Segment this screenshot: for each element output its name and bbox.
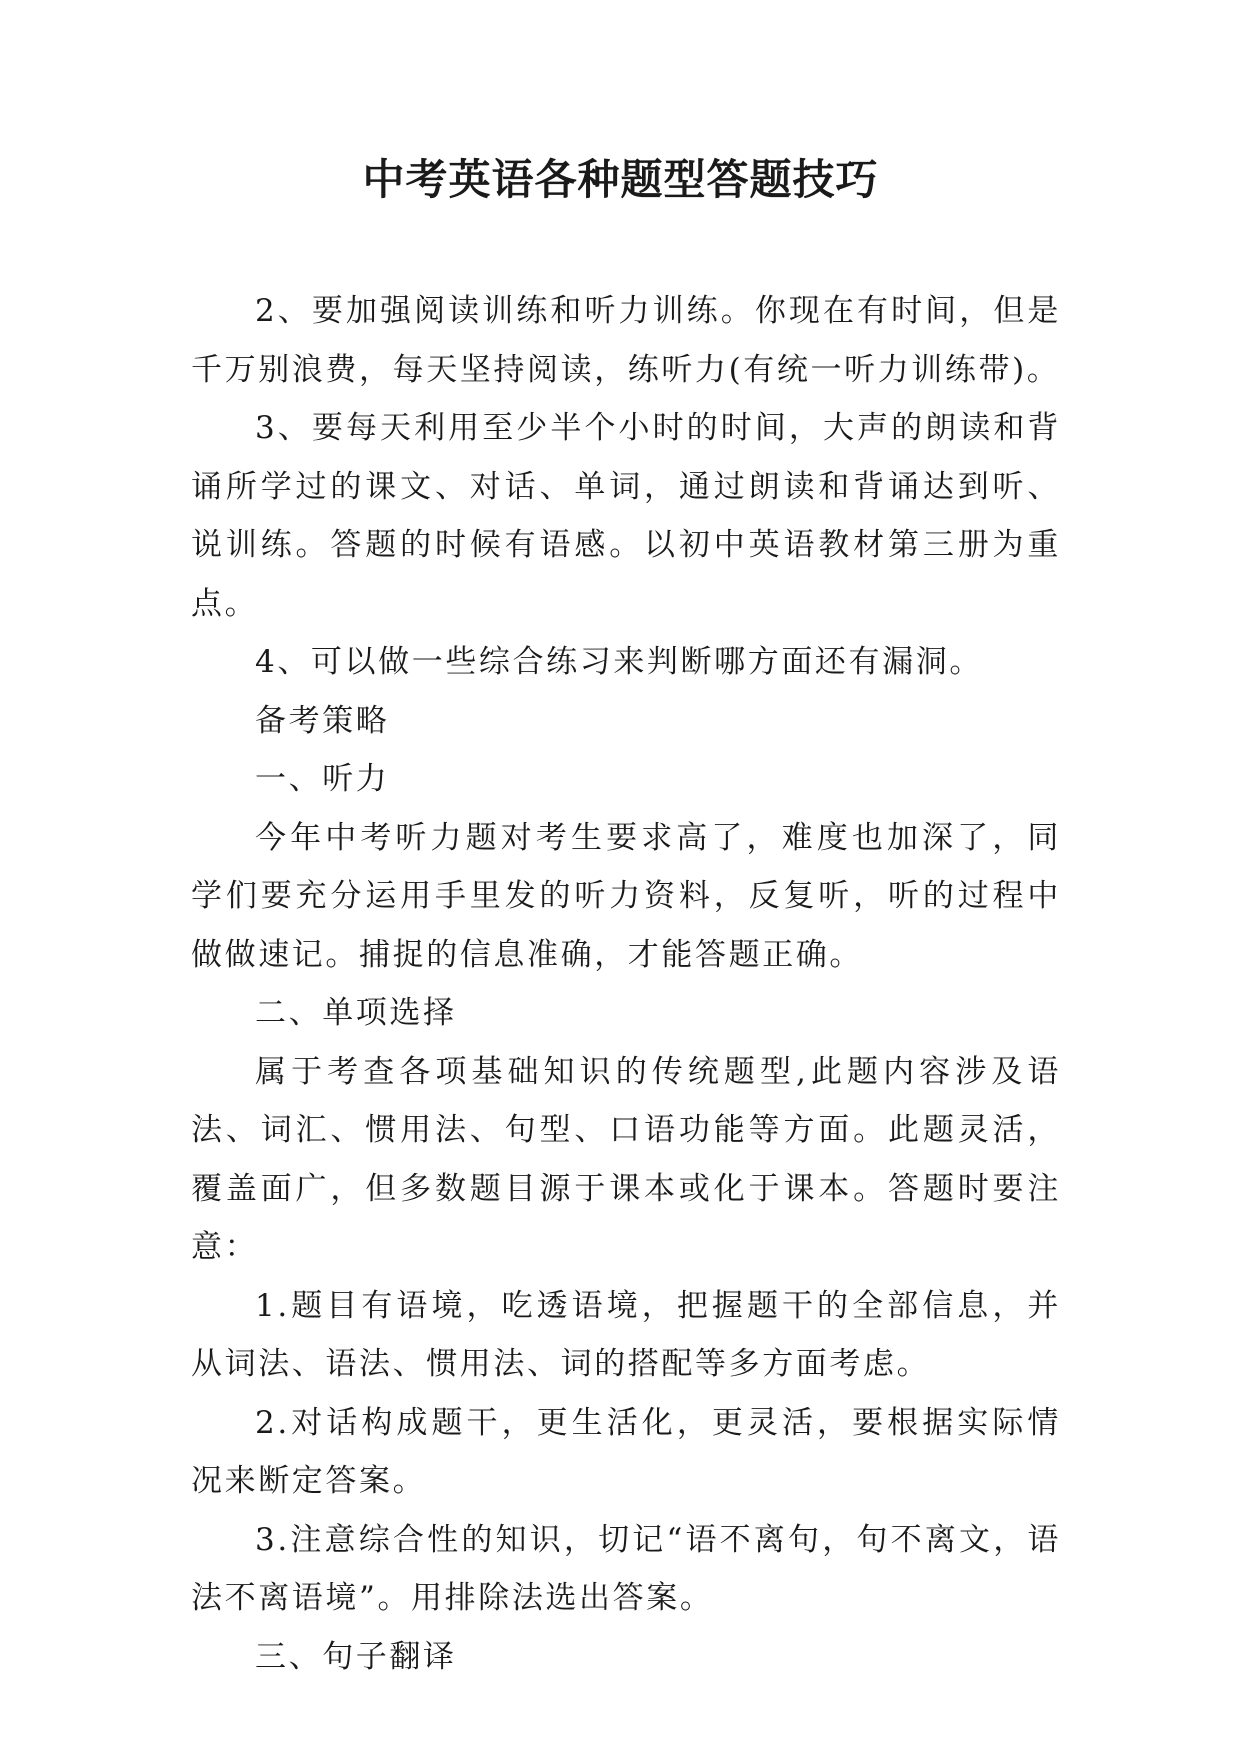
paragraph-single-choice: 属于考查各项基础知识的传统题型,此题内容涉及语法、词汇、惯用法、句型、口语功能等方面。此题灵活，覆盖面广，但多数题目源于课本或化于课本。答题时要注意：	[191, 1053, 1061, 1265]
paragraph-daily-reading-aloud: 3、要每天利用至少半个小时的时间，大声的朗读和背诵所学过的课文、对话、单词，通过朗读和背诵达到听、说训练。答题的时候有语感。以初中英语教材第三册为重点。	[191, 410, 1061, 622]
paragraph-listening: 今年中考听力题对考生要求高了，难度也加深了，同学们要充分运用手里发的听力资料，反复听，听的过程中做做速记。捕捉的信息准确，才能答题正确。	[191, 819, 1061, 973]
list-item-3: 3.注意综合性的知识，切记“语不离句，句不离文，语法不离语境”。用排除法选出答案。	[191, 1521, 1061, 1616]
heading-sentence-translation: 三、句子翻译	[255, 1638, 457, 1675]
heading-exam-strategy: 备考策略	[255, 702, 390, 739]
list-item-1: 1.题目有语境，吃透语境，把握题干的全部信息，并从词法、语法、惯用法、词的搭配等多方面考虑。	[191, 1287, 1061, 1382]
paragraph-comprehensive-practice: 4、可以做一些综合练习来判断哪方面还有漏洞。	[255, 644, 983, 680]
document-body	[191, 282, 1061, 1686]
heading-single-choice: 二、单项选择	[255, 995, 457, 1031]
heading-listening: 一、听力	[255, 761, 390, 797]
list-item-2: 2.对话构成题干，更生活化，更灵活，要根据实际情况来断定答案。	[191, 1404, 1061, 1499]
document-title: 中考英语各种题型答题技巧	[362, 155, 879, 204]
paragraph-reading-listening: 2、要加强阅读训练和听力训练。你现在有时间，但是千万别浪费，每天坚持阅读，练听力(有统一听力训练带)。	[191, 293, 1061, 388]
